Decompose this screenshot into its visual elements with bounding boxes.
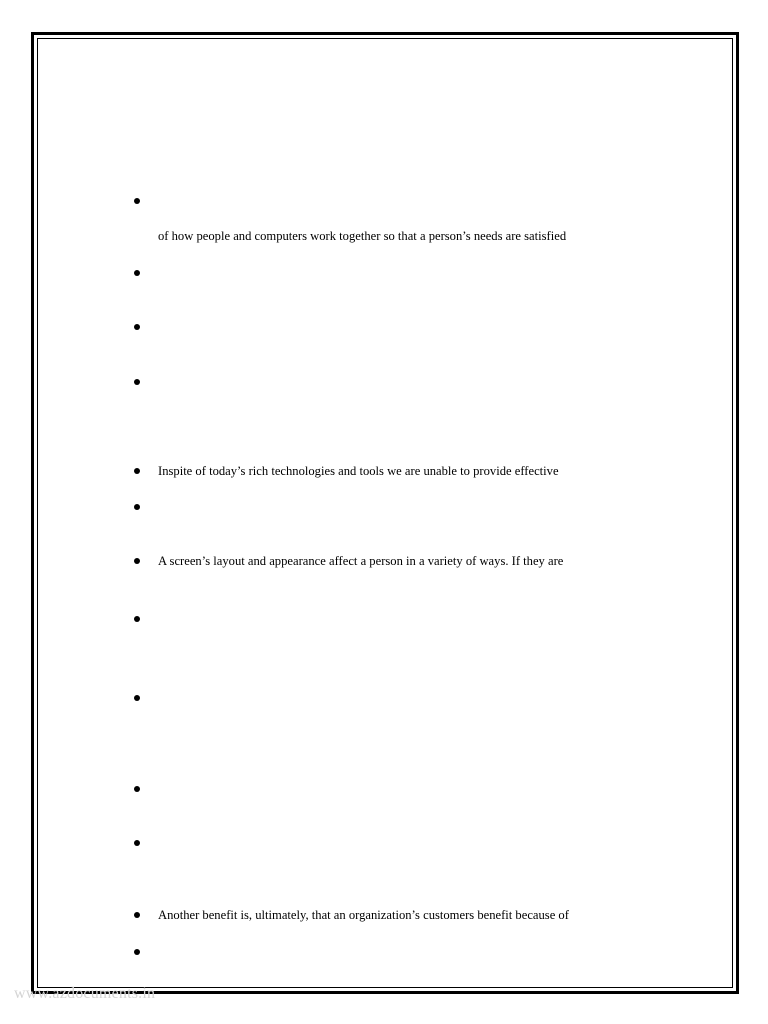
bullet-point xyxy=(134,558,140,564)
bullet-point xyxy=(134,912,140,918)
bullet-point xyxy=(134,504,140,510)
bullet-point xyxy=(134,468,140,474)
bullet-point xyxy=(134,949,140,955)
bullet-point xyxy=(134,616,140,622)
text-line: Inspite of today’s rich technologies and tools we are unable to provide effective xyxy=(158,464,559,478)
text-line: of how people and computers work together so that a person’s needs are satisfied xyxy=(158,229,567,243)
bullet-point xyxy=(134,695,140,701)
bullet-point xyxy=(134,840,140,846)
watermark-text: www.azdocuments.in xyxy=(14,985,156,1002)
page-border-inner xyxy=(37,38,733,988)
bullet-point xyxy=(134,786,140,792)
bullet-point xyxy=(134,198,140,204)
bullet-point xyxy=(134,379,140,385)
bullet-point xyxy=(134,324,140,330)
text-line: A screen’s layout and appearance affect a person in a variety of ways. If they are xyxy=(158,554,564,568)
text-line: Another benefit is, ultimately, that an organization’s customers benefit because of xyxy=(158,908,569,922)
bullet-point xyxy=(134,270,140,276)
